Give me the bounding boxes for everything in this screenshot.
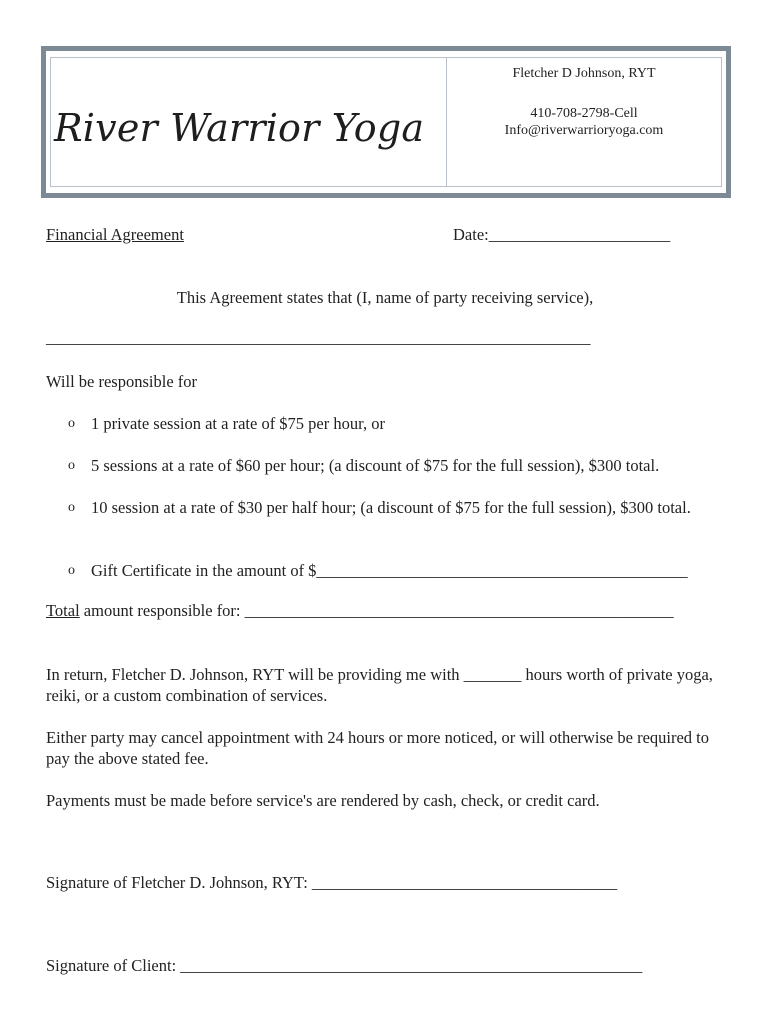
- agreement-intro: This Agreement states that (I, name of party receiving service),: [176, 288, 594, 307]
- responsible-intro: Will be responsible for: [46, 372, 198, 391]
- bullet-marker: o: [68, 563, 75, 578]
- bullet-marker: o: [68, 500, 75, 515]
- date-field[interactable]: Date:______________________: [453, 225, 671, 244]
- letterhead-box: [41, 46, 731, 198]
- contact-name: Fletcher D Johnson, RYT: [512, 66, 656, 81]
- letterhead-table: [50, 57, 722, 187]
- option-item: 10 session at a rate of $30 per half hour; (a discount of $75 for the full session), $300 total.: [91, 498, 691, 517]
- payment-paragraph: Payments must be made before service's are rendered by cash, check, or credit card.: [46, 791, 600, 810]
- total-amount-field[interactable]: [46, 601, 674, 621]
- contact-cell: [447, 58, 721, 186]
- provider-signature-field[interactable]: Signature of Fletcher D. Johnson, RYT: _____________________________________: [46, 873, 618, 892]
- total-label: Total: [46, 601, 80, 620]
- cancel-paragraph: Either party may cancel appointment with 24 hours or more noticed, or will otherwise be required to pay the above stated fee.: [46, 728, 710, 768]
- option-item: 5 sessions at a rate of $60 per hour; (a discount of $75 for the full session), $300 total.: [91, 456, 660, 475]
- bullet-marker: o: [68, 416, 75, 431]
- client-name-field[interactable]: __________________________________________________________________: [46, 328, 591, 347]
- total-blank: amount responsible for: ____________________________________________________: [79, 601, 674, 620]
- brand-title: River Warrior Yoga: [54, 106, 425, 150]
- contact-email: Info@riverwarrioryoga.com: [504, 123, 664, 138]
- option-item: 1 private session at a rate of $75 per hour, or: [91, 414, 385, 433]
- brand-cell: [51, 58, 447, 186]
- contact-phone: 410-708-2798-Cell: [530, 106, 638, 121]
- bullet-marker: o: [68, 458, 75, 473]
- client-signature-field[interactable]: Signature of Client: ________________________________________________________: [46, 956, 643, 975]
- gift-certificate-field[interactable]: Gift Certificate in the amount of $_____________________________________________: [91, 561, 688, 580]
- form-heading: Financial Agreement: [46, 225, 184, 244]
- return-paragraph: In return, Fletcher D. Johnson, RYT will be providing me with _______ hours worth of private yoga, reiki, or a custom combination of services.: [46, 665, 713, 705]
